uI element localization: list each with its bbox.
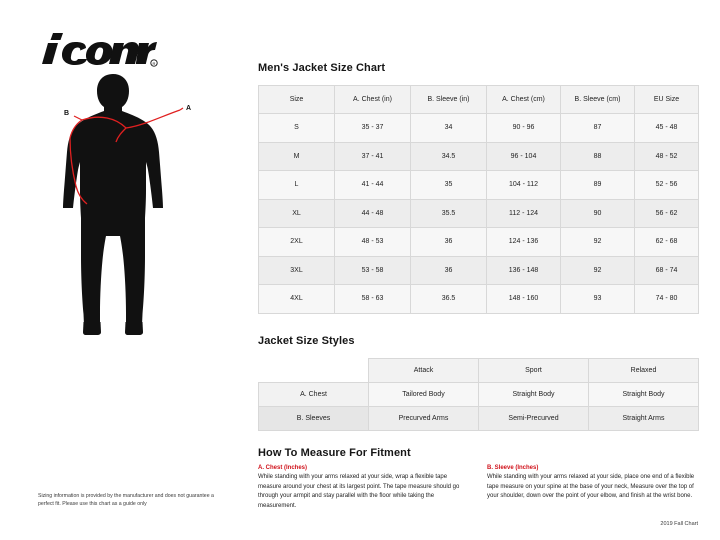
col-header-blank <box>259 359 369 383</box>
measure-instructions <box>258 465 698 511</box>
col-header-eu-size: EU Size <box>635 86 699 114</box>
measure-chest-heading: A. Chest (Inches) <box>258 465 308 471</box>
left-panel <box>0 0 250 540</box>
male-silhouette <box>63 74 163 335</box>
callout-b-label: B <box>64 110 70 117</box>
table-row: 4XL 58 - 63 36.5 148 - 160 93 74 - 80 <box>259 285 699 314</box>
col-header-sport: Sport <box>479 359 589 383</box>
col-header-chest-in: A. Chest (in) <box>335 86 411 114</box>
footer-chart-version: 2019 Fall Chart <box>660 521 698 527</box>
styles-section-title: Jacket Size Styles <box>258 335 355 347</box>
col-header-sleeve-cm: B. Sleeve (cm) <box>561 86 635 114</box>
col-header-relaxed: Relaxed <box>589 359 699 383</box>
measure-chest-text: While standing with your arms relaxed at your side, wrap a flexible tape measure around your chest at its largest point. The tape measure should go through your armpit and stay parallel with the floor while taking the measurement. <box>258 474 460 509</box>
table-row: 3XL 53 - 58 36 136 - 148 92 68 - 74 <box>259 256 699 285</box>
table-header-row <box>259 86 699 114</box>
body-figure-illustration <box>30 70 245 330</box>
sizing-disclaimer: Sizing information is provided by the manufacturer and does not guarantee a perfect fit. Please use this chart as a guide only <box>38 493 214 508</box>
table-header-row <box>259 359 699 383</box>
measure-sleeve-heading: B. Sleeve (Inches) <box>487 465 539 471</box>
measure-section-title: How To Measure For Fitment <box>258 447 411 459</box>
svg-text:R: R <box>152 61 156 67</box>
table-row: M 37 - 41 34.5 96 - 104 88 48 - 52 <box>259 142 699 171</box>
table-row: XL 44 - 48 35.5 112 - 124 90 56 - 62 <box>259 199 699 228</box>
table-row: L 41 - 44 35 104 - 112 89 52 - 56 <box>259 171 699 200</box>
table-row: B. Sleeves Precurved Arms Semi-Precurved Straight Arms <box>259 407 699 431</box>
measure-chest-block <box>258 465 469 511</box>
col-header-size: Size <box>259 86 335 114</box>
table-row: S 35 - 37 34 90 - 96 87 45 - 48 <box>259 114 699 143</box>
table-row: A. Chest Tailored Body Straight Body Straight Body <box>259 383 699 407</box>
jacket-size-styles-table <box>258 358 699 431</box>
measure-sleeve-block <box>487 465 698 511</box>
table-row: 2XL 48 - 53 36 124 - 136 92 62 - 68 <box>259 228 699 257</box>
measure-sleeve-text: While standing with your arms relaxed at your side, place one end of a flexible tape measure on your spine at the base of your neck, Measure over the top of your shoulder, down over the point of your elbow, and finish at the wrist bone. <box>487 474 695 500</box>
col-header-attack: Attack <box>369 359 479 383</box>
col-header-chest-cm: A. Chest (cm) <box>487 86 561 114</box>
col-header-sleeve-in: B. Sleeve (in) <box>411 86 487 114</box>
page-title: Men's Jacket Size Chart <box>258 62 386 74</box>
right-panel <box>258 0 698 540</box>
mens-jacket-size-table <box>258 85 699 314</box>
callout-a-label: A <box>186 105 192 112</box>
icon-logo <box>38 30 158 70</box>
